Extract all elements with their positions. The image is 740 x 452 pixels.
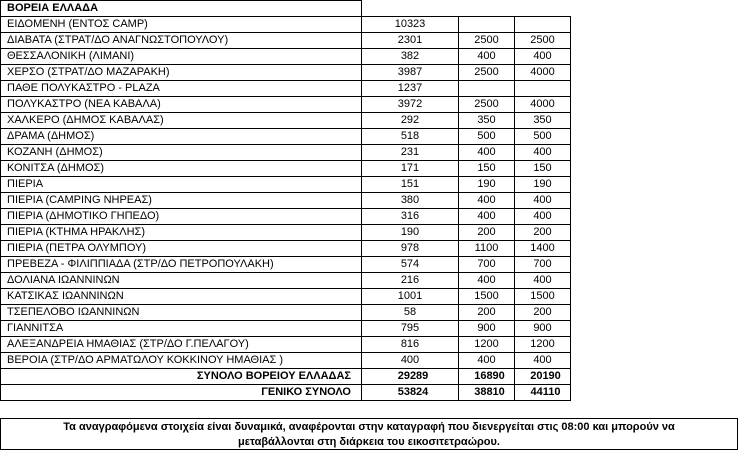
value-capacity-a: 2500 [459, 97, 515, 113]
footnote [0, 418, 738, 450]
total-row [1, 385, 735, 401]
table-row [1, 337, 735, 353]
table-row [1, 161, 735, 177]
value-capacity-a: 2500 [459, 33, 515, 49]
value-occupancy: 978 [362, 241, 459, 257]
location-name: ΤΣΕΠΕΛΟΒΟ ΙΩΑΝΝΙΝΩΝ [1, 305, 362, 321]
table-row [1, 81, 735, 97]
value-capacity-a: 200 [459, 305, 515, 321]
footnote-line-1: Τα αναγραφόμενα στοιχεία είναι δυναμικά, αναφέρονται στην καταγραφή που διενεργείται στις 08:00 και μπορούν να [63, 421, 675, 433]
location-name: ΔΙΑΒΑΤΑ (ΣΤΡΑΤ/ΔΟ ΑΝΑΓΝΩΣΤΟΠΟΥΛΟΥ) [1, 33, 362, 49]
value-occupancy: 1237 [362, 81, 459, 97]
value-capacity-b: 400 [515, 193, 571, 209]
location-name: ΔΟΛΙΑΝΑ ΙΩΑΝΝΙΝΩΝ [1, 273, 362, 289]
location-name: ΠΙΕΡΙΑ (ΠΕΤΡΑ ΟΛΥΜΠΟΥ) [1, 241, 362, 257]
location-name: ΚΟΝΙΤΣΑ (ΔΗΜΟΣ) [1, 161, 362, 177]
table-row [1, 289, 735, 305]
value-capacity-b: 200 [515, 305, 571, 321]
value-occupancy: 2301 [362, 33, 459, 49]
table-row [1, 225, 735, 241]
value-capacity-a: 700 [459, 257, 515, 273]
total-capacity-b: 44110 [515, 385, 571, 401]
total-occupancy: 29289 [362, 369, 459, 385]
value-occupancy: 574 [362, 257, 459, 273]
value-capacity-a: 900 [459, 321, 515, 337]
location-name: ΠΡΕΒΕΖΑ - ΦΙΛΙΠΠΙΑΔΑ (ΣΤΡ/ΔΟ ΠΕΤΡΟΠΟΥΛΑΚΗ) [1, 257, 362, 273]
value-occupancy: 400 [362, 353, 459, 369]
region-header-row [1, 1, 735, 17]
region-title: ΒΟΡΕΙΑ ΕΛΛΑΔΑ [1, 1, 362, 17]
value-capacity-b: 400 [515, 273, 571, 289]
value-capacity-a: 400 [459, 49, 515, 65]
value-occupancy: 380 [362, 193, 459, 209]
table-row [1, 321, 735, 337]
table-row [1, 129, 735, 145]
value-capacity-b: 1400 [515, 241, 571, 257]
value-capacity-b [515, 81, 571, 97]
value-capacity-a: 400 [459, 145, 515, 161]
total-occupancy: 53824 [362, 385, 459, 401]
table-row [1, 113, 735, 129]
value-occupancy: 231 [362, 145, 459, 161]
value-capacity-b: 500 [515, 129, 571, 145]
location-name: ΚΑΤΣΙΚΑΣ ΙΩΑΝΝΙΝΩΝ [1, 289, 362, 305]
table-row [1, 305, 735, 321]
value-occupancy: 382 [362, 49, 459, 65]
location-name: ΕΙΔΟΜΕΝΗ (ΕΝΤΟΣ CAMP) [1, 17, 362, 33]
location-name: ΠΑΘΕ ΠΟΛΥΚΑΣΤΡΟ - PLAZA [1, 81, 362, 97]
location-name: ΒΕΡΟΙΑ (ΣΤΡ/ΔΟ ΑΡΜΑΤΩΛΟΥ ΚΟΚΚΙΝΟΥ ΗΜΑΘΙΑΣ ) [1, 353, 362, 369]
location-name: ΧΑΛΚΕΡΟ (ΔΗΜΟΣ ΚΑΒΑΛΑΣ) [1, 113, 362, 129]
location-name: ΠΙΕΡΙΑ (ΔΗΜΟΤΙΚΟ ΓΗΠΕΔΟ) [1, 209, 362, 225]
value-occupancy: 816 [362, 337, 459, 353]
value-occupancy: 190 [362, 225, 459, 241]
value-capacity-a: 1500 [459, 289, 515, 305]
footnote-line-2: μεταβάλλονται στη διάρκεια του εικοσιτετραώρου. [238, 436, 500, 448]
location-name: ΑΛΕΞΑΝΔΡΕΙΑ ΗΜΑΘΙΑΣ (ΣΤΡ/ΔΟ Γ.ΠΕΛΑΓΟΥ) [1, 337, 362, 353]
total-row [1, 369, 735, 385]
value-occupancy: 316 [362, 209, 459, 225]
value-capacity-b: 200 [515, 225, 571, 241]
value-capacity-a [459, 81, 515, 97]
location-name: ΔΡΑΜΑ (ΔΗΜΟΣ) [1, 129, 362, 145]
table-row [1, 241, 735, 257]
value-capacity-b [515, 17, 571, 33]
value-capacity-b: 400 [515, 209, 571, 225]
value-occupancy: 3972 [362, 97, 459, 113]
location-name: ΘΕΣΣΑΛΟΝΙΚΗ (ΛΙΜΑΝΙ) [1, 49, 362, 65]
value-capacity-b: 350 [515, 113, 571, 129]
location-name: ΠΙΕΡΙΑ (ΚΤΗΜΑ ΗΡΑΚΛΗΣ) [1, 225, 362, 241]
value-occupancy: 10323 [362, 17, 459, 33]
table-row [1, 33, 735, 49]
value-occupancy: 3987 [362, 65, 459, 81]
table-row [1, 145, 735, 161]
value-capacity-b: 900 [515, 321, 571, 337]
value-capacity-b: 150 [515, 161, 571, 177]
value-capacity-a: 500 [459, 129, 515, 145]
value-capacity-a: 2500 [459, 65, 515, 81]
value-capacity-b: 4000 [515, 65, 571, 81]
location-name: ΠΙΕΡΙΑ (CAMPING ΝΗΡΕΑΣ) [1, 193, 362, 209]
value-occupancy: 58 [362, 305, 459, 321]
table-row [1, 273, 735, 289]
value-capacity-a: 400 [459, 193, 515, 209]
value-capacity-a: 1200 [459, 337, 515, 353]
value-occupancy: 292 [362, 113, 459, 129]
value-capacity-a: 400 [459, 273, 515, 289]
value-capacity-b: 1500 [515, 289, 571, 305]
value-capacity-a: 350 [459, 113, 515, 129]
table-row [1, 209, 735, 225]
table-body [1, 1, 735, 401]
value-capacity-a: 400 [459, 209, 515, 225]
total-capacity-a: 38810 [459, 385, 515, 401]
value-occupancy: 216 [362, 273, 459, 289]
total-label: ΓΕΝΙΚΟ ΣΥΝΟΛΟ [1, 385, 362, 401]
table-row [1, 17, 735, 33]
value-capacity-b: 400 [515, 353, 571, 369]
table-row [1, 65, 735, 81]
total-capacity-a: 16890 [459, 369, 515, 385]
location-name: ΠΙΕΡΙΑ [1, 177, 362, 193]
value-capacity-a: 190 [459, 177, 515, 193]
total-label: ΣΥΝΟΛΟ ΒΟΡΕΙΟΥ ΕΛΛΑΔΑΣ [1, 369, 362, 385]
total-capacity-b: 20190 [515, 369, 571, 385]
location-name: ΓΙΑΝΝΙΤΣΑ [1, 321, 362, 337]
location-name: ΧΕΡΣΟ (ΣΤΡΑΤ/ΔΟ ΜΑΖΑΡΑΚΗ) [1, 65, 362, 81]
value-capacity-b: 400 [515, 49, 571, 65]
value-occupancy: 1001 [362, 289, 459, 305]
table-row [1, 257, 735, 273]
value-capacity-a: 400 [459, 353, 515, 369]
value-capacity-a: 1100 [459, 241, 515, 257]
location-name: ΚΟΖΑΝΗ (ΔΗΜΟΣ) [1, 145, 362, 161]
table-row [1, 193, 735, 209]
location-name: ΠΟΛΥΚΑΣΤΡΟ (ΝΕΑ ΚΑΒΑΛΑ) [1, 97, 362, 113]
value-capacity-b: 1200 [515, 337, 571, 353]
value-capacity-b: 190 [515, 177, 571, 193]
value-occupancy: 151 [362, 177, 459, 193]
value-capacity-a: 150 [459, 161, 515, 177]
table-row [1, 353, 735, 369]
table-row [1, 97, 735, 113]
value-capacity-b: 400 [515, 145, 571, 161]
value-occupancy: 171 [362, 161, 459, 177]
value-occupancy: 518 [362, 129, 459, 145]
value-capacity-a: 200 [459, 225, 515, 241]
value-occupancy: 795 [362, 321, 459, 337]
value-capacity-b: 700 [515, 257, 571, 273]
table-row [1, 49, 735, 65]
value-capacity-a [459, 17, 515, 33]
table-row [1, 177, 735, 193]
value-capacity-b: 4000 [515, 97, 571, 113]
value-capacity-b: 2500 [515, 33, 571, 49]
